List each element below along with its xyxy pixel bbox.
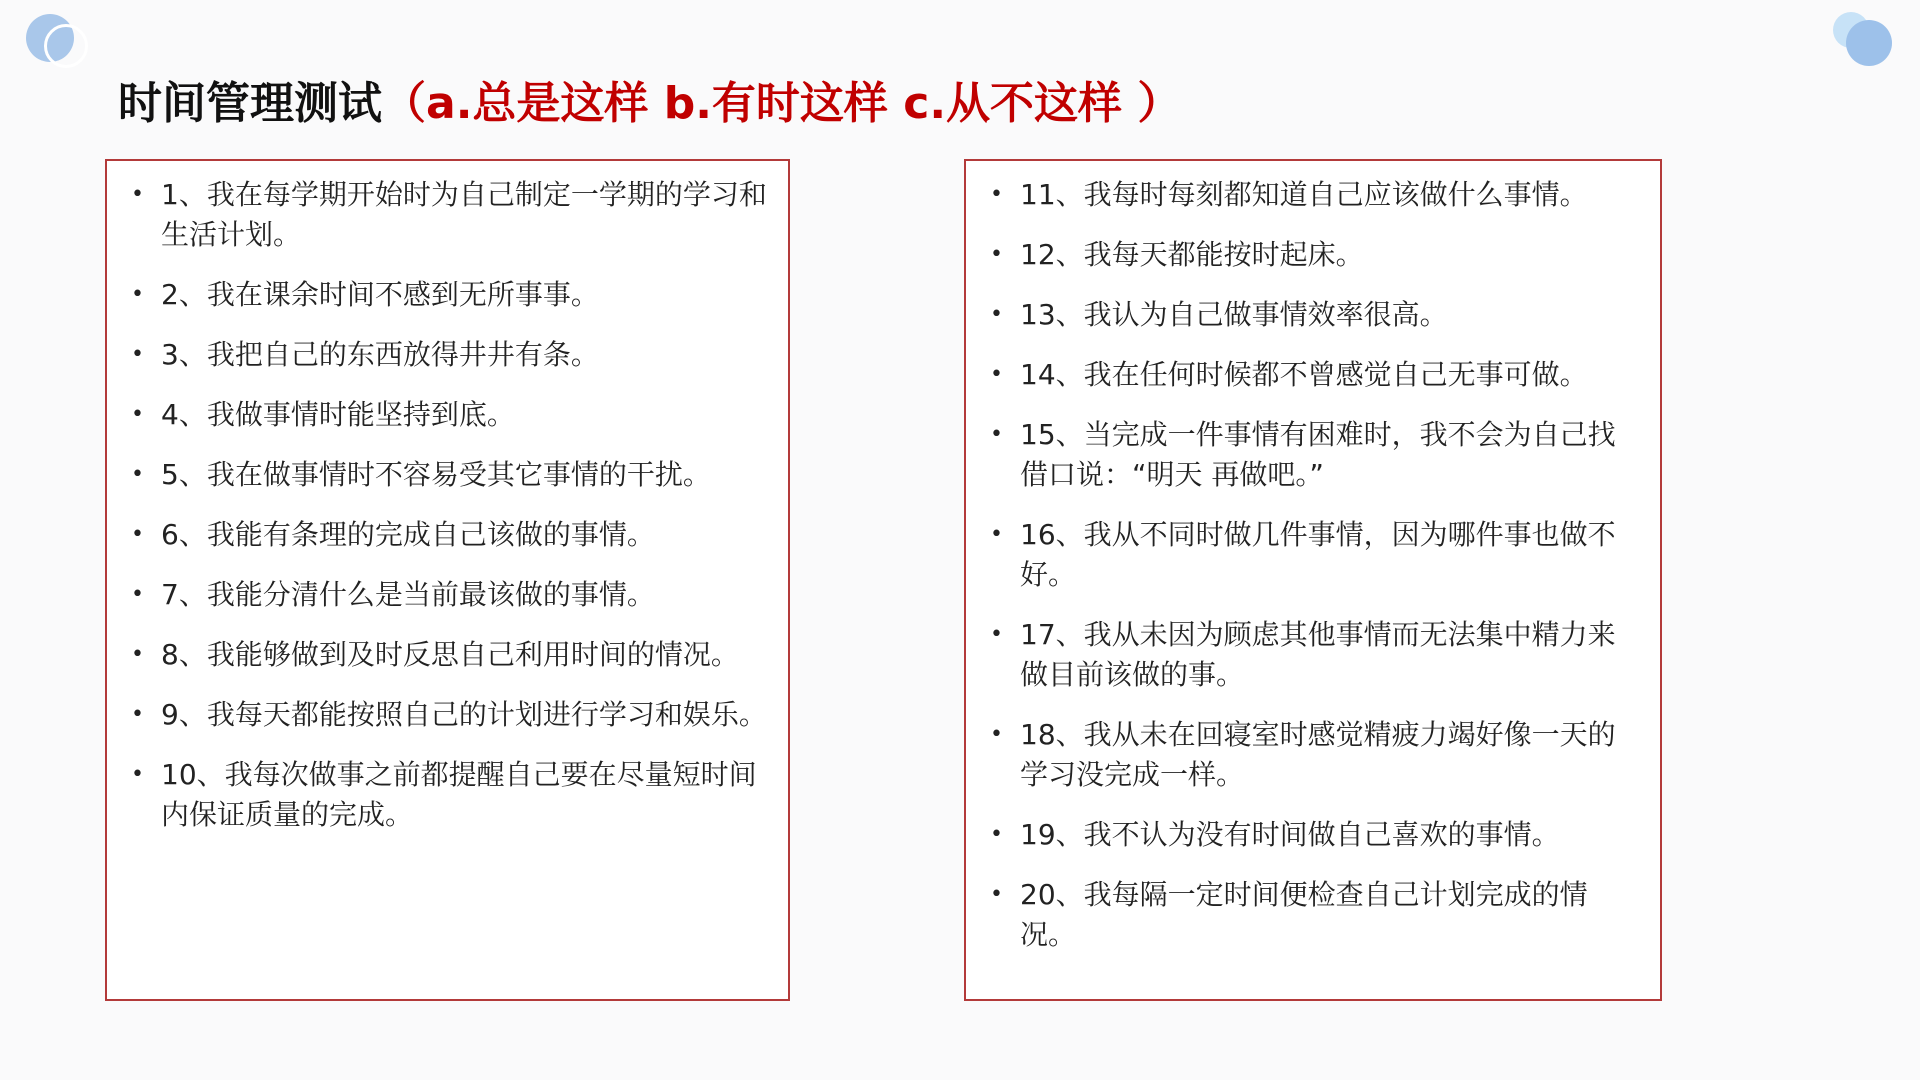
list-item-text: 5、我在做事情时不容易受其它事情的干扰。 xyxy=(161,458,711,491)
bullet-icon: • xyxy=(990,722,1003,747)
bullet-icon: • xyxy=(990,522,1003,547)
list-item xyxy=(980,815,1640,855)
bullet-icon: • xyxy=(131,282,144,307)
list-item-text: 19、我不认为没有时间做自己喜欢的事情。 xyxy=(1020,818,1560,851)
list-item xyxy=(980,355,1640,395)
list-item-text: 2、我在课余时间不感到无所事事。 xyxy=(161,278,599,311)
list-item-text: 10、我每次做事之前都提醒自己要在尽量短时间内保证质量的完成。 xyxy=(161,758,757,831)
list-item xyxy=(121,175,768,255)
decor-circle-icon xyxy=(1846,20,1892,66)
list-item-text: 15、当完成一件事情有困难时，我不会为自己找借口说：“明天 再做吧。” xyxy=(1020,418,1616,491)
list-item-text: 14、我在任何时候都不曾感觉自己无事可做。 xyxy=(1020,358,1588,391)
list-item xyxy=(121,335,768,375)
list-item-text: 17、我从未因为顾虑其他事情而无法集中精力来做目前该做的事。 xyxy=(1020,618,1616,691)
bullet-icon: • xyxy=(990,242,1003,267)
list-item xyxy=(980,875,1640,955)
list-item xyxy=(980,515,1640,595)
question-list-left xyxy=(107,161,788,835)
list-item-text: 12、我每天都能按时起床。 xyxy=(1020,238,1364,271)
bullet-icon: • xyxy=(990,822,1003,847)
question-box-right xyxy=(964,159,1662,1001)
list-item-text: 8、我能够做到及时反思自己利用时间的情况。 xyxy=(161,638,739,671)
list-item-text: 16、我从不同时做几件事情，因为哪件事也做不好。 xyxy=(1020,518,1616,591)
bullet-icon: • xyxy=(990,362,1003,387)
list-item-text: 3、我把自己的东西放得井井有条。 xyxy=(161,338,599,371)
list-item xyxy=(980,175,1640,215)
bullet-icon: • xyxy=(131,462,144,487)
bullet-icon: • xyxy=(990,882,1003,907)
bullet-icon: • xyxy=(131,582,144,607)
list-item xyxy=(980,615,1640,695)
list-item xyxy=(121,695,768,735)
list-item-text: 18、我从未在回寝室时感觉精疲力竭好像一天的学习没完成一样。 xyxy=(1020,718,1616,791)
list-item-text: 13、我认为自己做事情效率很高。 xyxy=(1020,298,1448,331)
list-item xyxy=(121,395,768,435)
list-item xyxy=(121,455,768,495)
bullet-icon: • xyxy=(131,522,144,547)
list-item-text: 7、我能分清什么是当前最该做的事情。 xyxy=(161,578,655,611)
bullet-icon: • xyxy=(990,622,1003,647)
page-title xyxy=(118,74,1181,134)
list-item xyxy=(121,575,768,615)
bullet-icon: • xyxy=(131,402,144,427)
bullet-icon: • xyxy=(131,342,144,367)
list-item xyxy=(980,415,1640,495)
bullet-icon: • xyxy=(990,302,1003,327)
decor-ring-icon xyxy=(44,24,88,68)
list-item-text: 11、我每时每刻都知道自己应该做什么事情。 xyxy=(1020,178,1588,211)
list-item-text: 9、我每天都能按照自己的计划进行学习和娱乐。 xyxy=(161,698,767,731)
list-item xyxy=(121,755,768,835)
bullet-icon: • xyxy=(131,762,144,787)
list-item xyxy=(121,275,768,315)
list-item xyxy=(121,635,768,675)
title-options: （a.总是这样 b.有时这样 c.从不这样 ） xyxy=(382,78,1182,129)
bullet-icon: • xyxy=(990,182,1003,207)
list-item-text: 1、我在每学期开始时为自己制定一学期的学习和生活计划。 xyxy=(161,178,767,251)
list-item-text: 4、我做事情时能坚持到底。 xyxy=(161,398,515,431)
list-item xyxy=(980,235,1640,275)
list-item-text: 6、我能有条理的完成自己该做的事情。 xyxy=(161,518,655,551)
list-item xyxy=(980,715,1640,795)
bullet-icon: • xyxy=(131,182,144,207)
list-item xyxy=(121,515,768,555)
bullet-icon: • xyxy=(990,422,1003,447)
list-item-text: 20、我每隔一定时间便检查自己计划完成的情况。 xyxy=(1020,878,1588,951)
bullet-icon: • xyxy=(131,702,144,727)
question-box-left xyxy=(105,159,790,1001)
title-main: 时间管理测试 xyxy=(118,78,382,129)
bullet-icon: • xyxy=(131,642,144,667)
list-item xyxy=(980,295,1640,335)
question-list-right xyxy=(966,161,1660,955)
